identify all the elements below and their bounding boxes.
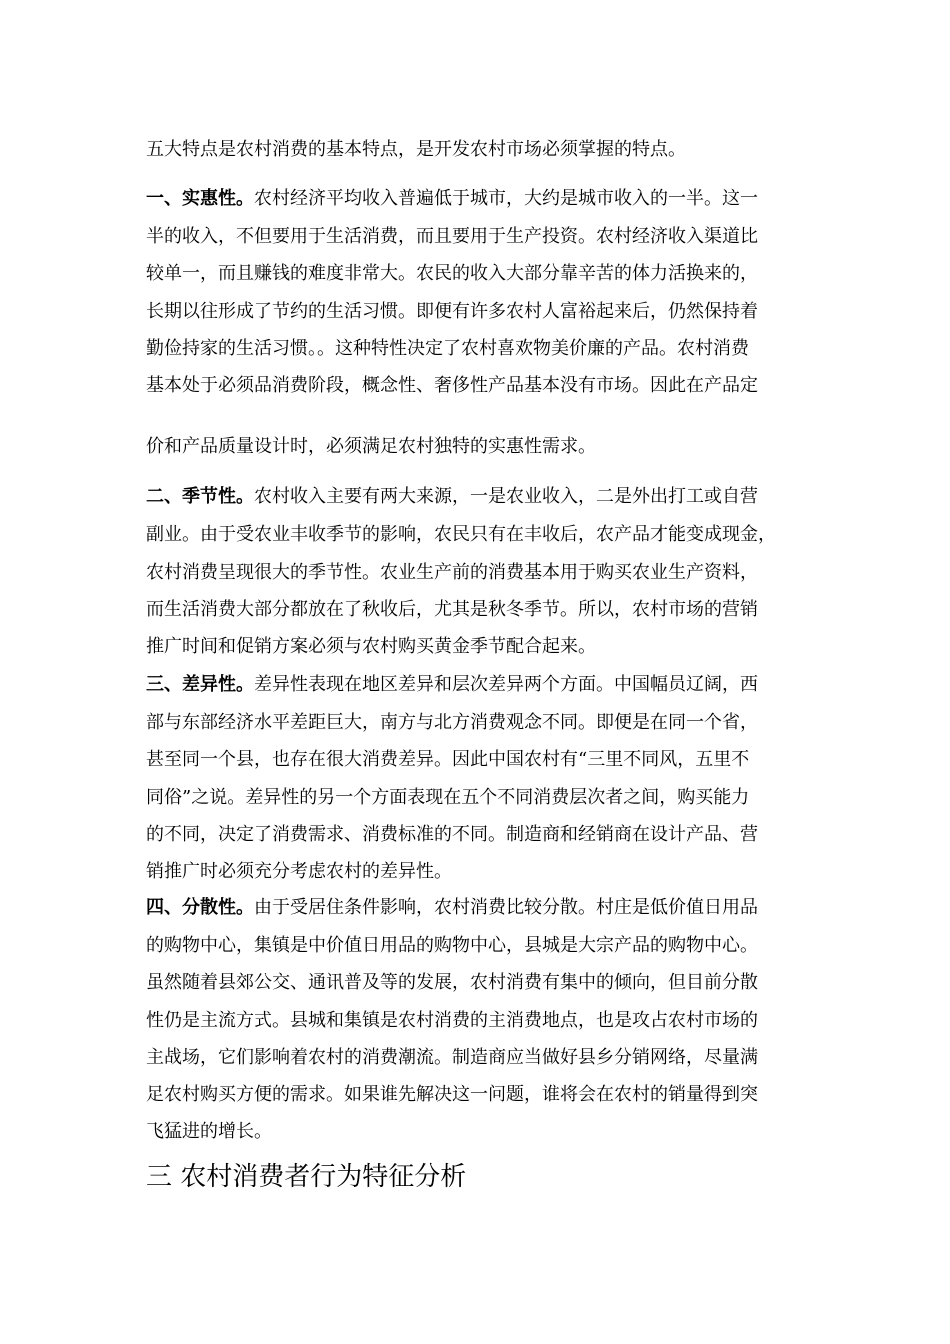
- section-2-line-3: 农村消费呈现很大的季节性。农业生产前的消费基本用于购买农业生产资料，: [146, 562, 758, 583]
- section-4-line-4: 性仍是主流方式。县城和集镇是农村消费的主消费地点，也是攻占农村市场的: [146, 1010, 758, 1031]
- section-4-line-3: 虽然随着县郊公交、通讯普及等的发展，农村消费有集中的倾向，但目前分散: [146, 972, 758, 993]
- section-2-line-4: 而生活消费大部分都放在了秋收后，尤其是秋冬季节。所以，农村市场的营销: [146, 599, 758, 620]
- section-3-line-3: 甚至同一个县，也存在很大消费差异。因此中国农村有“三里不同风，五里不: [146, 749, 750, 770]
- section-3-line-4: 同俗”之说。差异性的另一个方面表现在五个不同消费层次者之间，购买能力: [146, 787, 750, 808]
- section-1-line-2: 半的收入，不但要用于生活消费，而且要用于生产投资。农村经济收入渠道比: [146, 226, 758, 247]
- section-1-title: 一、实惠性。: [146, 188, 254, 209]
- section-1-line-7: 价和产品质量设计时，必须满足农村独特的实惠性需求。: [146, 436, 596, 457]
- section-3-line-1: 三、差异性。差异性表现在地区差异和层次差异两个方面。中国幅员辽阔，西: [146, 674, 758, 695]
- section-2-title: 二、季节性。: [146, 486, 254, 507]
- section-3-title: 三、差异性。: [146, 674, 254, 695]
- section-2-line-5: 推广时间和促销方案必须与农村购买黄金季节配合起来。: [146, 636, 596, 657]
- section-3-line-2: 部与东部经济水平差距巨大，南方与北方消费观念不同。即便是在同一个省，: [146, 712, 758, 733]
- section-1-line-1: 一、实惠性。农村经济平均收入普遍低于城市，大约是城市收入的一半。这一: [146, 188, 758, 209]
- section-heading: 三 农村消费者行为特征分析: [146, 1162, 467, 1192]
- section-4-line-7: 飞猛进的增长。: [146, 1121, 272, 1142]
- section-3-line-6: 销推广时必须充分考虑农村的差异性。: [146, 861, 452, 882]
- section-4-line-1: 四、分散性。由于受居住条件影响，农村消费比较分散。村庄是低价值日用品: [146, 897, 758, 918]
- intro-paragraph: 五大特点是农村消费的基本特点，是开发农村市场必须掌握的特点。: [146, 139, 686, 160]
- section-1-line-3: 较单一，而且赚钱的难度非常大。农民的收入大部分靠辛苦的体力活换来的，: [146, 263, 758, 284]
- section-2-line-2: 副业。由于受农业丰收季节的影响，农民只有在丰收后，农产品才能变成现金，: [146, 524, 776, 545]
- section-1-line-5: 勤俭持家的生活习惯。。这种特性决定了农村喜欢物美价廉的产品。农村消费: [146, 338, 749, 359]
- section-2-line-1: 二、季节性。农村收入主要有两大来源，一是农业收入，二是外出打工或自营: [146, 486, 758, 507]
- section-3-line-5: 的不同，决定了消费需求、消费标准的不同。制造商和经销商在设计产品、营: [146, 824, 758, 845]
- section-1-line-4: 长期以往形成了节约的生活习惯。即便有许多农村人富裕起来后，仍然保持着: [146, 301, 758, 322]
- section-4-title: 四、分散性。: [146, 897, 254, 918]
- section-4-line-6: 足农村购买方便的需求。如果谁先解决这一问题，谁将会在农村的销量得到突: [146, 1084, 758, 1105]
- section-1-line-6: 基本处于必须品消费阶段，概念性、奢侈性产品基本没有市场。因此在产品定: [146, 375, 758, 396]
- section-4-line-5: 主战场，它们影响着农村的消费潮流。制造商应当做好县乡分销网络，尽量满: [146, 1047, 758, 1068]
- section-4-line-2: 的购物中心，集镇是中价值日用品的购物中心，县城是大宗产品的购物中心。: [146, 935, 758, 956]
